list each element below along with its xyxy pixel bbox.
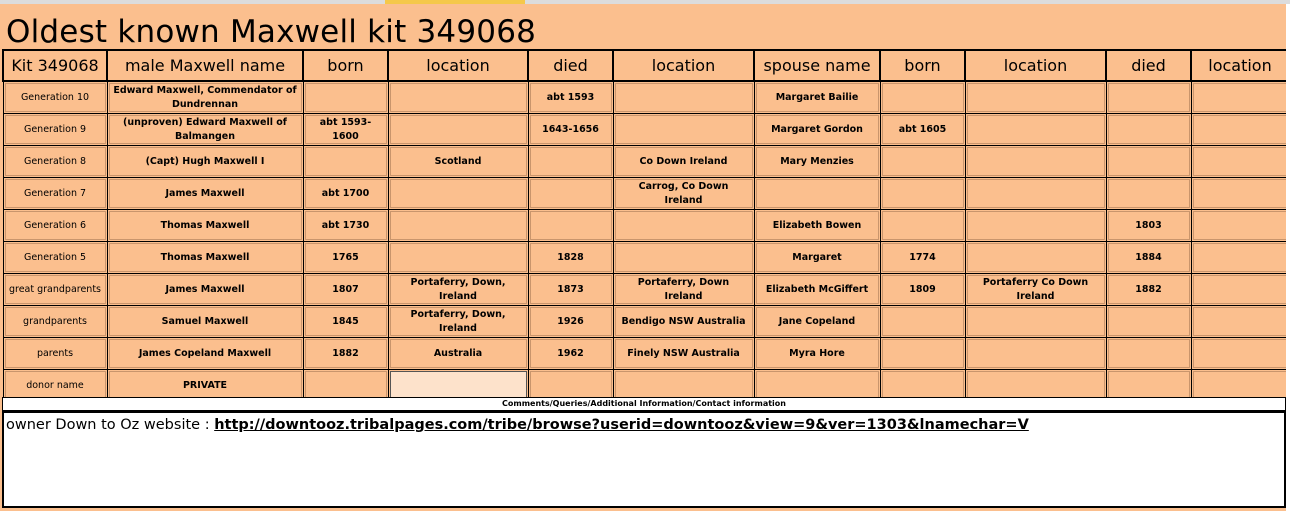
cell-text (882, 83, 964, 112)
cell-text (390, 83, 527, 112)
cell-text (756, 371, 879, 400)
cell-text: Elizabeth McGiffert (756, 275, 879, 304)
cell-spouse-died[interactable] (1106, 242, 1191, 274)
cell-text: Jane Copeland (756, 307, 879, 336)
cell-died[interactable] (528, 146, 613, 178)
cell-spouse-died[interactable] (1106, 81, 1191, 114)
table-row (3, 306, 1289, 338)
cell-text (530, 147, 612, 176)
table-row (3, 210, 1289, 242)
cell-generation[interactable] (3, 306, 107, 338)
cell-text (967, 243, 1105, 272)
cell-text (615, 243, 753, 272)
cell-text (1108, 371, 1190, 400)
cell-text (967, 307, 1105, 336)
cell-text: Generation 9 (5, 115, 106, 144)
cell-text (1193, 307, 1288, 336)
sheet-title[interactable]: Oldest known Maxwell kit 349068 (6, 14, 537, 50)
table-row (3, 242, 1289, 274)
cell-spouse-born[interactable] (880, 178, 965, 210)
cell-text (967, 147, 1105, 176)
pedigree-table (2, 49, 1290, 402)
cell-death-location[interactable] (613, 306, 754, 338)
cell-spouse-death-location[interactable] (1191, 242, 1289, 274)
cell-text (305, 83, 387, 112)
cell-died[interactable] (528, 338, 613, 370)
cell-text: grandparents (5, 307, 106, 336)
cell-text: 1962 (530, 339, 612, 368)
cell-spouse-death-location[interactable] (1191, 178, 1289, 210)
cell-text: 1643-1656 (530, 115, 612, 144)
sheet-right-edge (1286, 4, 1290, 511)
cell-generation[interactable] (3, 81, 107, 114)
cell-born[interactable] (303, 178, 388, 210)
cell-text (967, 339, 1105, 368)
cell-generation[interactable] (3, 178, 107, 210)
cell-spouse-name[interactable] (754, 242, 880, 274)
cell-birth-location[interactable] (388, 178, 528, 210)
cell-generation[interactable] (3, 146, 107, 178)
cell-text: James Copeland Maxwell (109, 339, 302, 368)
cell-text (530, 211, 612, 240)
cell-text: Finely NSW Australia (615, 339, 753, 368)
cell-born[interactable] (303, 338, 388, 370)
cell-generation[interactable] (3, 242, 107, 274)
cell-text: Thomas Maxwell (109, 211, 302, 240)
cell-text: Co Down Ireland (615, 147, 753, 176)
cell-text (882, 307, 964, 336)
cell-text: 1882 (305, 339, 387, 368)
comments-label[interactable]: Comments/Queries/Additional Information/Contact information (2, 397, 1286, 411)
table-row (3, 81, 1289, 114)
cell-text: Elizabeth Bowen (756, 211, 879, 240)
cell-spouse-birth-location[interactable] (965, 210, 1106, 242)
cell-spouse-died[interactable] (1106, 114, 1191, 146)
cell-text: James Maxwell (109, 179, 302, 208)
cell-died[interactable] (528, 306, 613, 338)
cell-text (1193, 243, 1288, 272)
header-spouse-death-location[interactable]: location (1191, 50, 1289, 81)
cell-spouse-died[interactable] (1106, 210, 1191, 242)
cell-text: 1873 (530, 275, 612, 304)
cell-text (967, 83, 1105, 112)
cell-spouse-birth-location[interactable] (965, 306, 1106, 338)
cell-spouse-born[interactable] (880, 274, 965, 306)
cell-text: Portaferry, Down, Ireland (390, 275, 527, 304)
cell-text: donor name (5, 371, 106, 400)
cell-death-location[interactable] (613, 242, 754, 274)
header-born[interactable]: born (303, 50, 388, 81)
cell-spouse-birth-location[interactable] (965, 114, 1106, 146)
cell-text (882, 339, 964, 368)
cell-spouse-death-location[interactable] (1191, 306, 1289, 338)
cell-death-location[interactable] (613, 114, 754, 146)
cell-birth-location[interactable] (388, 242, 528, 274)
header-row (3, 50, 1289, 81)
cell-text: Generation 5 (5, 243, 106, 272)
cell-died[interactable] (528, 114, 613, 146)
header-death-location[interactable]: location (613, 50, 754, 81)
cell-spouse-birth-location[interactable] (965, 178, 1106, 210)
cell-spouse-died[interactable] (1106, 338, 1191, 370)
cell-spouse-death-location[interactable] (1191, 146, 1289, 178)
cell-death-location[interactable] (613, 210, 754, 242)
cell-text: Margaret Gordon (756, 115, 879, 144)
cell-male-name[interactable] (107, 81, 303, 114)
cell-text: Generation 7 (5, 179, 106, 208)
cell-text (1108, 179, 1190, 208)
header-spouse-birth-location[interactable]: location (965, 50, 1106, 81)
cell-text (967, 179, 1105, 208)
header-male-name[interactable]: male Maxwell name (107, 50, 303, 81)
cell-text (1193, 147, 1288, 176)
cell-spouse-name[interactable] (754, 306, 880, 338)
cell-spouse-name[interactable] (754, 274, 880, 306)
cell-text: Australia (390, 339, 527, 368)
cell-text: PRIVATE (109, 371, 302, 400)
cell-spouse-name[interactable] (754, 81, 880, 114)
cell-spouse-birth-location[interactable] (965, 338, 1106, 370)
cell-male-name[interactable] (107, 338, 303, 370)
cell-born[interactable] (303, 306, 388, 338)
cell-text: (Capt) Hugh Maxwell I (109, 147, 302, 176)
cell-text: abt 1593 (530, 83, 612, 112)
cell-text: Margaret Bailie (756, 83, 879, 112)
cell-birth-location[interactable] (388, 274, 528, 306)
cell-born[interactable] (303, 242, 388, 274)
cell-text: 1884 (1108, 243, 1190, 272)
cell-text: 1926 (530, 307, 612, 336)
cell-text (390, 179, 527, 208)
cell-text: Myra Hore (756, 339, 879, 368)
cell-text (1193, 179, 1288, 208)
cell-text: (unproven) Edward Maxwell of Balmangen (109, 115, 302, 144)
cell-text (1193, 275, 1288, 304)
cell-birth-location[interactable] (388, 114, 528, 146)
cell-text: Bendigo NSW Australia (615, 307, 753, 336)
cell-text: Samuel Maxwell (109, 307, 302, 336)
cell-text (615, 211, 753, 240)
cell-text (1108, 83, 1190, 112)
cell-text: Generation 8 (5, 147, 106, 176)
cell-text: 1828 (530, 243, 612, 272)
cell-died[interactable] (528, 274, 613, 306)
owner-website-link[interactable]: http://downtooz.tribalpages.com/tribe/browse?userid=downtooz&view=9&ver=1303&lnamechar=V (214, 417, 1029, 433)
cell-text: Thomas Maxwell (109, 243, 302, 272)
cell-died[interactable] (528, 178, 613, 210)
owner-line (6, 417, 1029, 433)
cell-text: Portaferry, Down Ireland (615, 275, 753, 304)
cell-spouse-birth-location[interactable] (965, 274, 1106, 306)
cell-birth-location[interactable] (388, 146, 528, 178)
cell-text (530, 179, 612, 208)
cell-male-name[interactable] (107, 242, 303, 274)
cell-text (530, 371, 612, 400)
cell-text: parents (5, 339, 106, 368)
cell-text: Carrog, Co Down Ireland (615, 179, 753, 208)
cell-spouse-died[interactable] (1106, 146, 1191, 178)
cell-spouse-born[interactable] (880, 306, 965, 338)
cell-text (305, 147, 387, 176)
cell-death-location[interactable] (613, 274, 754, 306)
cell-text: 1803 (1108, 211, 1190, 240)
cell-text (1193, 211, 1288, 240)
cell-text (1108, 115, 1190, 144)
cell-text: Portaferry, Down, Ireland (390, 307, 527, 336)
cell-spouse-name[interactable] (754, 338, 880, 370)
cell-text (615, 115, 753, 144)
cell-spouse-death-location[interactable] (1191, 338, 1289, 370)
header-spouse-died[interactable]: died (1106, 50, 1191, 81)
cell-text (1108, 307, 1190, 336)
cell-text: abt 1593-1600 (305, 115, 387, 144)
cell-text (305, 371, 387, 400)
cell-born[interactable] (303, 114, 388, 146)
cell-text (1193, 371, 1288, 400)
cell-text (1193, 339, 1288, 368)
cell-text (615, 371, 753, 400)
cell-text (967, 371, 1105, 400)
cell-spouse-born[interactable] (880, 242, 965, 274)
cell-text: Generation 6 (5, 211, 106, 240)
cell-text: James Maxwell (109, 275, 302, 304)
cell-born[interactable] (303, 81, 388, 114)
cell-text: great grandparents (5, 275, 106, 304)
cell-text (882, 211, 964, 240)
cell-spouse-born[interactable] (880, 146, 965, 178)
cell-text (615, 83, 753, 112)
cell-text (1108, 339, 1190, 368)
cell-died[interactable] (528, 81, 613, 114)
cell-died[interactable] (528, 242, 613, 274)
cell-text (390, 211, 527, 240)
cell-text (882, 147, 964, 176)
cell-death-location[interactable] (613, 338, 754, 370)
comments-box[interactable] (2, 411, 1286, 508)
cell-death-location[interactable] (613, 146, 754, 178)
cell-spouse-death-location[interactable] (1191, 274, 1289, 306)
cell-text (1193, 115, 1288, 144)
cell-birth-location[interactable] (388, 338, 528, 370)
cell-text (967, 211, 1105, 240)
table-row (3, 146, 1289, 178)
cell-spouse-died[interactable] (1106, 178, 1191, 210)
header-spouse-born[interactable]: born (880, 50, 965, 81)
cell-text: 1807 (305, 275, 387, 304)
cell-spouse-death-location[interactable] (1191, 210, 1289, 242)
cell-male-name[interactable] (107, 178, 303, 210)
cell-text (1108, 147, 1190, 176)
cell-text (882, 179, 964, 208)
cell-spouse-death-location[interactable] (1191, 114, 1289, 146)
cell-text: 1882 (1108, 275, 1190, 304)
cell-text: abt 1605 (882, 115, 964, 144)
cell-text: Mary Menzies (756, 147, 879, 176)
header-spouse-name[interactable]: spouse name (754, 50, 880, 81)
table-row (3, 114, 1289, 146)
cell-spouse-born[interactable] (880, 338, 965, 370)
cell-born[interactable] (303, 210, 388, 242)
owner-text: owner Down to Oz website : (6, 417, 215, 433)
cell-text: Scotland (390, 147, 527, 176)
cell-spouse-death-location[interactable] (1191, 81, 1289, 114)
table-row (3, 178, 1289, 210)
cell-birth-location[interactable] (388, 210, 528, 242)
cell-spouse-birth-location[interactable] (965, 81, 1106, 114)
table-row (3, 274, 1289, 306)
cell-birth-location[interactable] (388, 81, 528, 114)
cell-born[interactable] (303, 274, 388, 306)
cell-male-name[interactable] (107, 210, 303, 242)
table-row (3, 338, 1289, 370)
cell-text: abt 1700 (305, 179, 387, 208)
cell-text (756, 179, 879, 208)
cell-text (1193, 83, 1288, 112)
header-died[interactable]: died (528, 50, 613, 81)
cell-generation[interactable] (3, 114, 107, 146)
cell-spouse-name[interactable] (754, 146, 880, 178)
cell-text (390, 243, 527, 272)
cell-text: 1765 (305, 243, 387, 272)
header-birth-location[interactable]: location (388, 50, 528, 81)
cell-text: 1809 (882, 275, 964, 304)
header-kit[interactable]: Kit 349068 (3, 50, 107, 81)
cell-male-name[interactable] (107, 114, 303, 146)
cell-text: Margaret (756, 243, 879, 272)
cell-text: Generation 10 (5, 83, 106, 112)
cell-text: 1845 (305, 307, 387, 336)
cell-died[interactable] (528, 210, 613, 242)
cell-spouse-born[interactable] (880, 114, 965, 146)
cell-spouse-born[interactable] (880, 210, 965, 242)
cell-text (390, 115, 527, 144)
cell-male-name[interactable] (107, 306, 303, 338)
cell-text: abt 1730 (305, 211, 387, 240)
cell-text (882, 371, 964, 400)
cell-generation[interactable] (3, 274, 107, 306)
cell-generation[interactable] (3, 210, 107, 242)
cell-spouse-died[interactable] (1106, 274, 1191, 306)
cell-spouse-name[interactable] (754, 210, 880, 242)
cell-spouse-name[interactable] (754, 178, 880, 210)
cell-spouse-name[interactable] (754, 114, 880, 146)
cell-generation[interactable] (3, 338, 107, 370)
cell-text: 1774 (882, 243, 964, 272)
cell-text: Edward Maxwell, Commendator of Dundrennan (109, 83, 302, 112)
cell-spouse-born[interactable] (880, 81, 965, 114)
cell-spouse-birth-location[interactable] (965, 146, 1106, 178)
cell-death-location[interactable] (613, 81, 754, 114)
cell-spouse-died[interactable] (1106, 306, 1191, 338)
cell-text: Portaferry Co Down Ireland (967, 275, 1105, 304)
cell-text (390, 371, 527, 400)
cell-born[interactable] (303, 146, 388, 178)
cell-text (967, 115, 1105, 144)
cell-spouse-birth-location[interactable] (965, 242, 1106, 274)
cell-male-name[interactable] (107, 274, 303, 306)
cell-male-name[interactable] (107, 146, 303, 178)
cell-death-location[interactable] (613, 178, 754, 210)
cell-birth-location[interactable] (388, 306, 528, 338)
